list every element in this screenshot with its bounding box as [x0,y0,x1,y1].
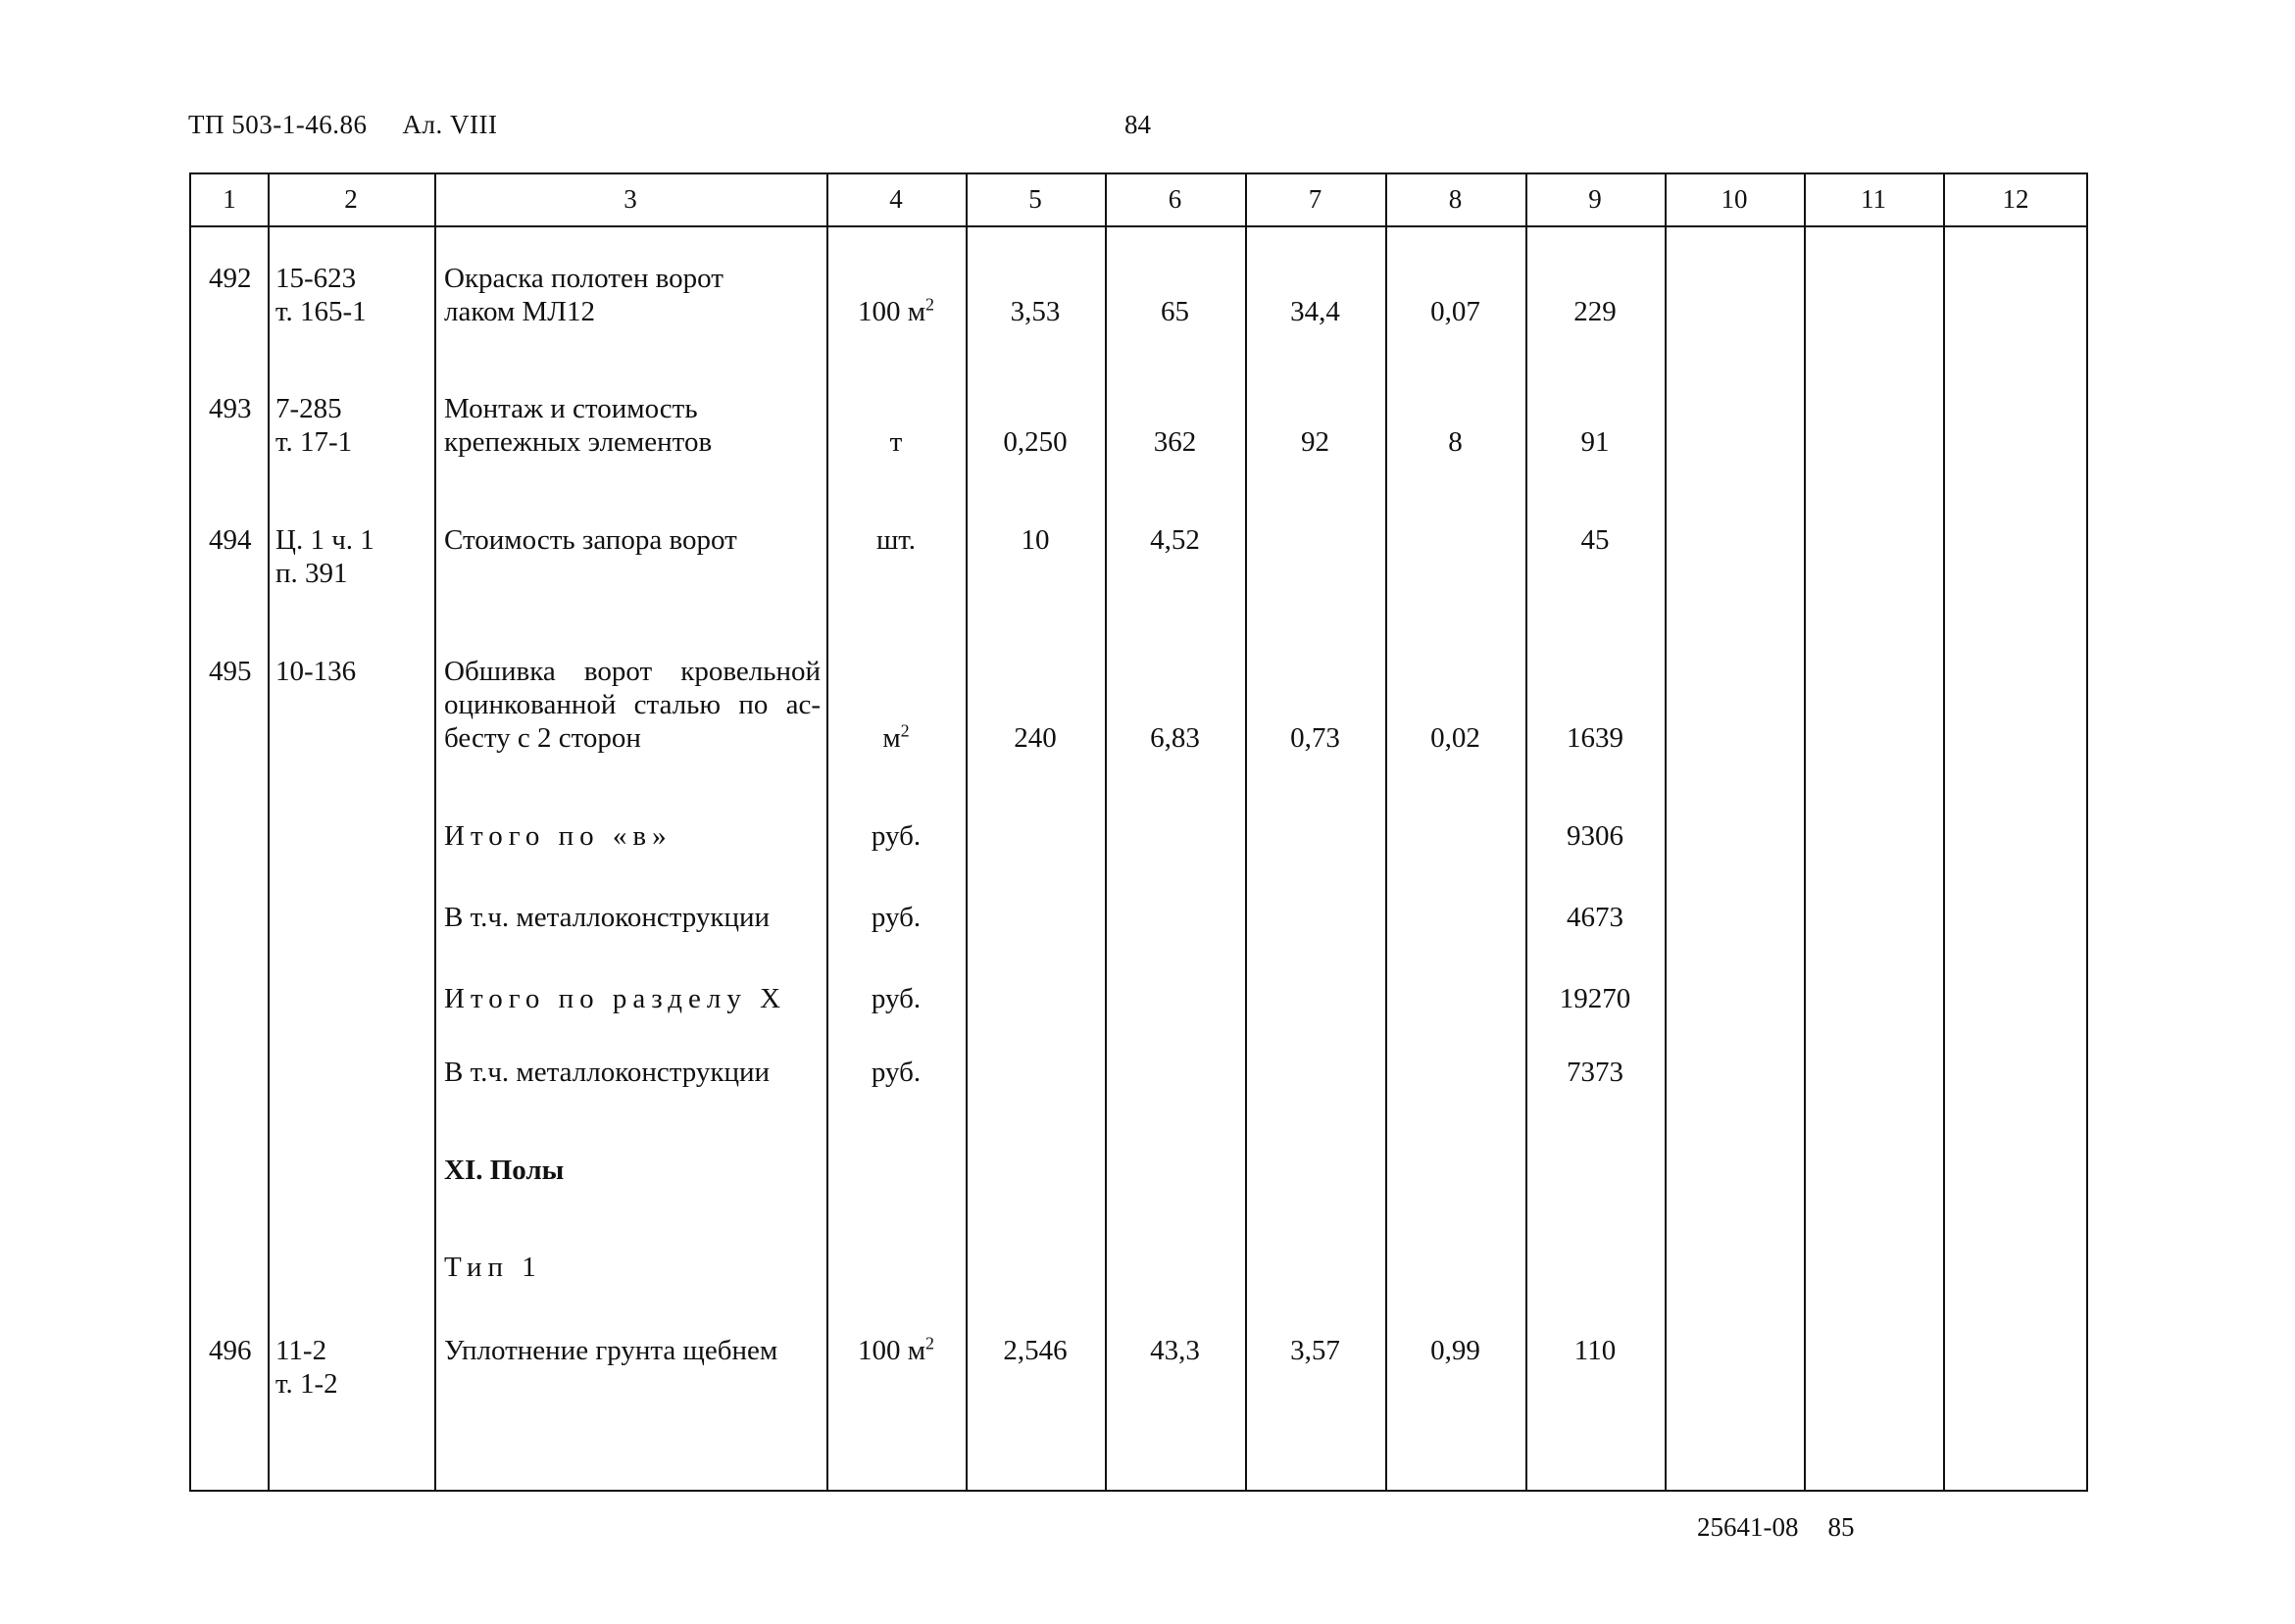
col-divider [434,174,436,1490]
col-divider [1105,174,1107,1490]
column-number: 6 [1168,184,1182,214]
subtotal-value: 9306 [1567,820,1623,852]
col-divider [1385,174,1387,1490]
column-number: 5 [1028,184,1042,214]
total-cost: 229 [1573,296,1617,327]
page-number: 84 [1124,110,1151,139]
type-heading: Тип 1 [444,1252,542,1283]
unit-cost: 6,83 [1150,722,1200,754]
total-cost: 45 [1580,524,1610,556]
work-description: Обшивка ворот кровельной оцинкованной сталью по ас-бесту с 2 сторон [444,656,821,754]
footer-code [1697,1512,1855,1543]
col8-value: 0,99 [1430,1335,1480,1366]
unit: $м^2$ [882,720,910,754]
subtotal-value: 7373 [1567,1057,1623,1088]
norm-reference: Ц. 1 ч. 1 п. 391 [275,524,374,589]
column-number: 4 [889,184,903,214]
col-divider [268,174,270,1490]
row-number: 496 [209,1335,252,1366]
subtotal-value: 4673 [1567,902,1623,933]
unit: шт. [875,524,917,556]
col-divider [1665,174,1667,1490]
album-text: Ал. VIII [402,110,498,139]
col7-value: 3,57 [1290,1335,1340,1366]
norm-reference: 15-623 т. 165-1 [275,263,367,327]
quantity: 0,250 [1003,426,1068,458]
col-divider [1245,174,1247,1490]
column-number: 12 [2002,184,2029,214]
unit: руб. [871,1057,922,1088]
column-number: 3 [624,184,637,214]
col8-value: 0,07 [1430,296,1480,327]
estimate-table [189,172,2088,1492]
unit-cost: 4,52 [1150,524,1200,556]
section-total-value: 19270 [1559,983,1631,1014]
unit: 100 $м^2$ [857,1333,935,1366]
section-heading: XI. Полы [444,1155,565,1186]
col-divider [1804,174,1806,1490]
footer-code-text: 25641-08 [1697,1512,1799,1542]
header-divider [191,225,2086,227]
quantity: 240 [1014,722,1057,754]
column-number: 7 [1308,184,1322,214]
column-number: 8 [1448,184,1463,214]
work-description: Стоимость запора ворот [444,524,737,556]
quantity: 2,546 [1003,1335,1068,1366]
unit: руб. [871,902,922,933]
column-number: 2 [344,184,358,214]
work-description: Окраска полотен ворот лаком МЛ12 [444,263,723,327]
quantity: 10 [1021,524,1050,556]
norm-reference: 7-285 т. 17-1 [275,393,353,458]
section-total-label: Итого по разделу X [444,983,787,1014]
subtotal-label: В т.ч. металлоконструкции [444,1057,771,1088]
row-number: 492 [209,263,252,294]
col8-value: 8 [1448,426,1463,458]
column-number: 1 [223,184,236,214]
total-cost: 1639 [1567,722,1623,754]
total-cost: 91 [1580,426,1610,458]
work-description: Уплотнение грунта щебнем [444,1335,778,1366]
norm-reference: 11-2 т. 1-2 [275,1335,338,1400]
quantity: 3,53 [1010,296,1061,327]
norm-reference: 10-136 [275,656,357,687]
unit: 100 $м^2$ [857,294,935,327]
unit: руб. [871,983,922,1014]
total-cost: 110 [1573,1335,1617,1366]
unit-cost: 43,3 [1150,1335,1200,1366]
unit: руб. [871,820,922,852]
col7-value: 92 [1301,426,1329,458]
column-number: 11 [1861,184,1886,214]
doc-code-text: ТП 503-1-46.86 [188,110,368,139]
unit: т [889,426,903,458]
column-number: 10 [1721,184,1748,214]
row-number: 494 [209,524,252,556]
row-number: 493 [209,393,252,424]
work-description: Монтаж и стоимость крепежных элементов [444,393,713,458]
footer-page-text: 85 [1827,1512,1855,1542]
col7-value: 0,73 [1290,722,1340,754]
column-number: 9 [1588,184,1602,214]
document-code [188,110,497,140]
col7-value: 34,4 [1290,296,1340,327]
unit-cost: 362 [1153,426,1197,458]
col-divider [1943,174,1945,1490]
col8-value: 0,02 [1430,722,1480,754]
subtotal-label: Итого по «в» [444,820,673,852]
col-divider [966,174,968,1490]
subtotal-label: В т.ч. металлоконструкции [444,902,771,933]
row-number: 495 [209,656,252,687]
unit-cost: 65 [1161,296,1189,327]
